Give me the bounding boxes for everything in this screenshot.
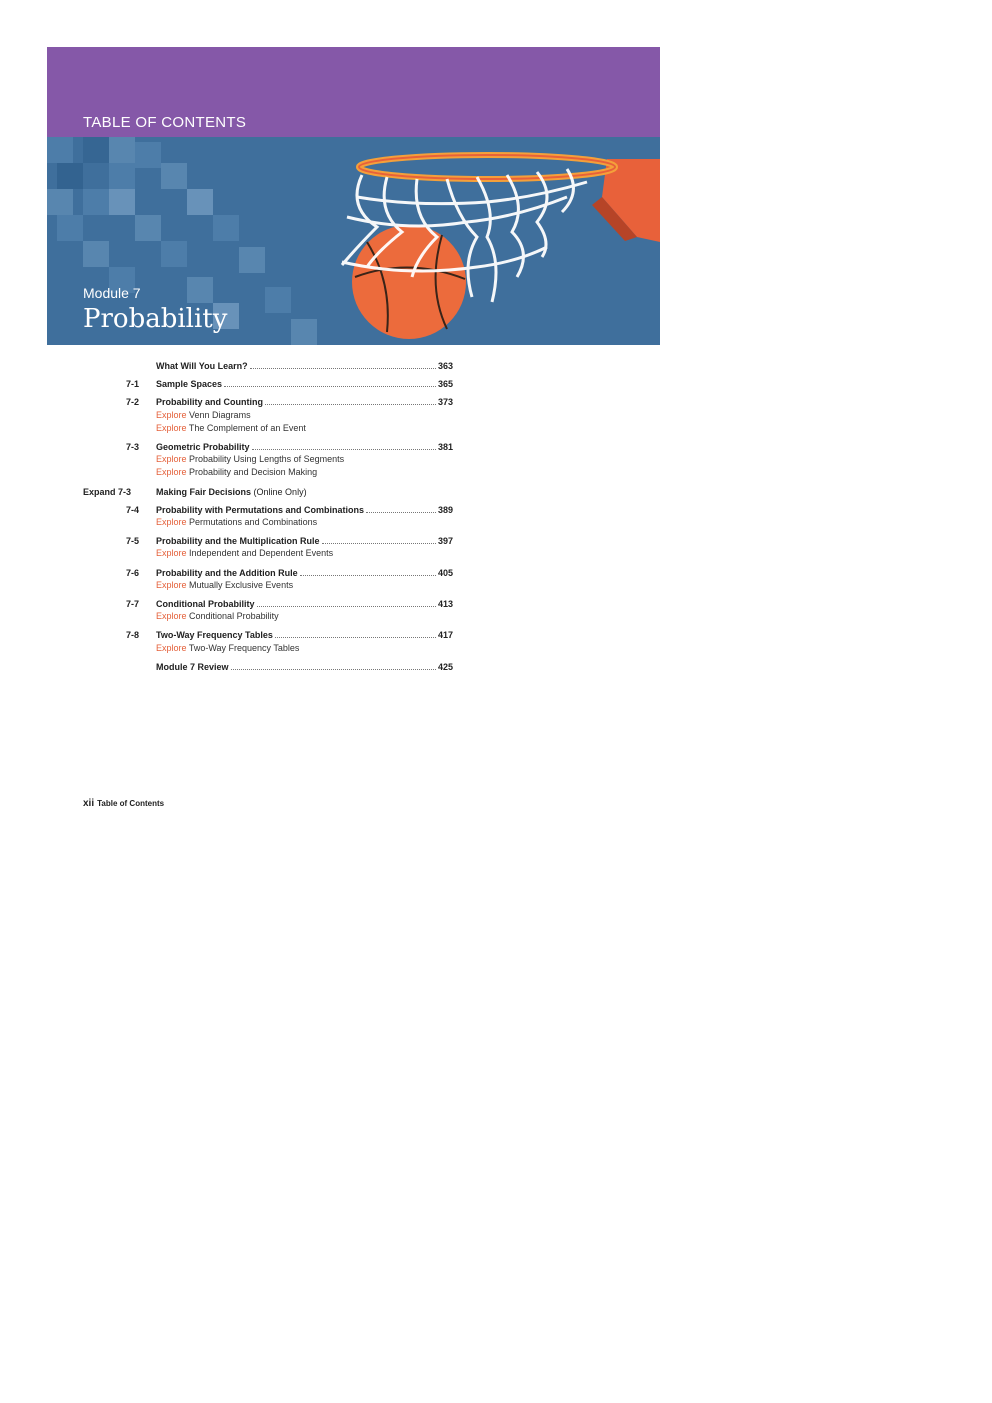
toc-entry[interactable]: [83, 629, 453, 642]
toc-entry-title[interactable]: [156, 567, 298, 580]
toc-entry-number: 7-2: [125, 397, 139, 408]
dot-leader: [252, 448, 436, 450]
explore-title: The Complement of an Event: [188, 422, 306, 433]
explore-label: Explore: [156, 579, 187, 590]
toc-entry-line: [156, 378, 453, 391]
explore-title: Two-Way Frequency Tables: [188, 642, 300, 653]
toc-entry[interactable]: [83, 360, 453, 373]
toc-entry-title[interactable]: [156, 441, 250, 454]
dot-leader: [366, 511, 436, 513]
page-number: xii: [83, 798, 95, 809]
dot-leader: [322, 542, 436, 544]
toc-entry-line: [156, 504, 453, 517]
toc-heading: TABLE OF CONTENTS: [83, 114, 247, 131]
toc-entry-title-text: Geometric Probability: [156, 442, 250, 452]
explore-label: Explore: [156, 409, 187, 420]
toc-entry-title[interactable]: [156, 360, 248, 373]
explore-item[interactable]: [156, 517, 317, 527]
explore-title: Conditional Probability: [189, 611, 279, 622]
toc-entry-line: [156, 629, 453, 642]
explore-label: Explore: [156, 454, 187, 465]
explore-item[interactable]: [156, 643, 299, 653]
toc-entry[interactable]: [83, 504, 453, 517]
dot-leader: [300, 574, 436, 576]
toc-entry-page: 389: [437, 504, 453, 515]
toc-entry-page: 381: [437, 442, 453, 452]
toc-entry-title-text: Sample Spaces: [156, 379, 223, 390]
toc-entry-number: 7-7: [125, 599, 139, 609]
toc-entry-line: [156, 360, 453, 373]
explore-label: Explore: [156, 422, 187, 433]
toc-entry-title[interactable]: [156, 486, 307, 499]
explore-label: Explore: [156, 467, 187, 478]
dot-leader: [231, 668, 436, 670]
footer-label: Table of Contents: [97, 799, 165, 808]
toc-entry-title[interactable]: [156, 629, 273, 642]
dot-leader: [224, 385, 436, 387]
toc-entry-line: [156, 396, 453, 409]
toc-entry-line: [156, 535, 453, 548]
toc-entry-number: 7-6: [125, 567, 139, 578]
toc-entry-page: 413: [437, 599, 453, 609]
explore-title: Mutually Exclusive Events: [189, 579, 294, 590]
toc-entry-note: (Online Only): [253, 486, 307, 497]
explore-title: Independent and Dependent Events: [189, 548, 334, 559]
toc-entry-line: [156, 567, 453, 580]
toc-entry-title-text: Making Fair Decisions: [156, 486, 252, 497]
toc-entry-title[interactable]: [156, 661, 229, 674]
explore-item[interactable]: [156, 423, 306, 433]
toc-entry-page: 425: [437, 661, 453, 672]
toc-entry-title-text: Probability with Permutations and Combinations: [156, 504, 365, 515]
toc-entry-page: 397: [437, 536, 453, 547]
toc-entry-title-text: Module 7 Review: [156, 661, 229, 672]
toc-entry-number: 7-8: [125, 630, 139, 641]
header-banner: [47, 47, 660, 137]
toc-entry[interactable]: [83, 441, 453, 454]
explore-label: Explore: [156, 548, 187, 559]
toc-entry-title-text: Probability and the Multiplication Rule: [156, 536, 320, 547]
toc-entry-number: Expand 7-3: [83, 486, 132, 497]
toc-entry[interactable]: [83, 378, 453, 391]
toc-entry-title[interactable]: [156, 378, 222, 391]
toc-entry-page: 373: [437, 397, 453, 408]
dot-leader: [250, 367, 436, 369]
toc-entry-page: 365: [437, 379, 453, 390]
explore-item[interactable]: [156, 454, 344, 464]
toc-entry[interactable]: [83, 567, 453, 580]
toc-entry-number: 7-4: [125, 504, 139, 515]
module-banner: [47, 137, 660, 345]
explore-title: Probability Using Lengths of Segments: [189, 454, 345, 465]
toc-entry-page: 417: [437, 630, 453, 641]
toc-entry-title[interactable]: [156, 535, 320, 548]
toc-entry-page: 363: [437, 361, 453, 371]
toc-entry-title-text: Two-Way Frequency Tables: [156, 630, 273, 641]
module-label: Module 7: [83, 285, 141, 301]
toc-entry-title[interactable]: [156, 504, 364, 517]
dot-leader: [257, 605, 436, 607]
toc-entry-title-text: Conditional Probability: [156, 599, 255, 609]
toc-entry[interactable]: [83, 661, 453, 674]
toc-entry-page: 405: [437, 567, 453, 578]
explore-label: Explore: [156, 517, 187, 527]
explore-item[interactable]: [156, 467, 317, 477]
toc-entry-title-text: Probability and Counting: [156, 397, 263, 408]
explore-title: Venn Diagrams: [189, 409, 251, 420]
toc-entry-title[interactable]: [156, 598, 255, 611]
explore-item[interactable]: [156, 580, 293, 590]
toc-entry-title[interactable]: [156, 396, 263, 409]
toc-entry[interactable]: [83, 598, 453, 611]
toc-entry[interactable]: [83, 535, 453, 548]
toc-entry-title-text: What Will You Learn?: [156, 361, 248, 371]
explore-item[interactable]: [156, 410, 251, 420]
page-footer: [83, 798, 164, 809]
explore-item[interactable]: [156, 611, 279, 621]
toc-entry-number: 7-3: [125, 442, 139, 452]
toc-entry-line: [156, 661, 453, 674]
dot-leader: [275, 636, 436, 638]
toc-entry-number: 7-1: [125, 379, 139, 390]
toc-entry[interactable]: [83, 396, 453, 409]
module-title: Probability: [83, 304, 228, 334]
toc-entry[interactable]: [83, 486, 453, 499]
toc-entry-line: [156, 486, 453, 499]
explore-item[interactable]: [156, 548, 333, 558]
explore-label: Explore: [156, 611, 187, 622]
toc-entry-number: 7-5: [125, 536, 139, 547]
toc-entry-line: [156, 598, 453, 611]
explore-label: Explore: [156, 642, 187, 653]
dot-leader: [265, 403, 436, 405]
explore-title: Permutations and Combinations: [189, 517, 318, 527]
toc-entry-line: [156, 441, 453, 454]
toc-entry-title-text: Probability and the Addition Rule: [156, 567, 298, 578]
explore-title: Probability and Decision Making: [189, 467, 318, 478]
